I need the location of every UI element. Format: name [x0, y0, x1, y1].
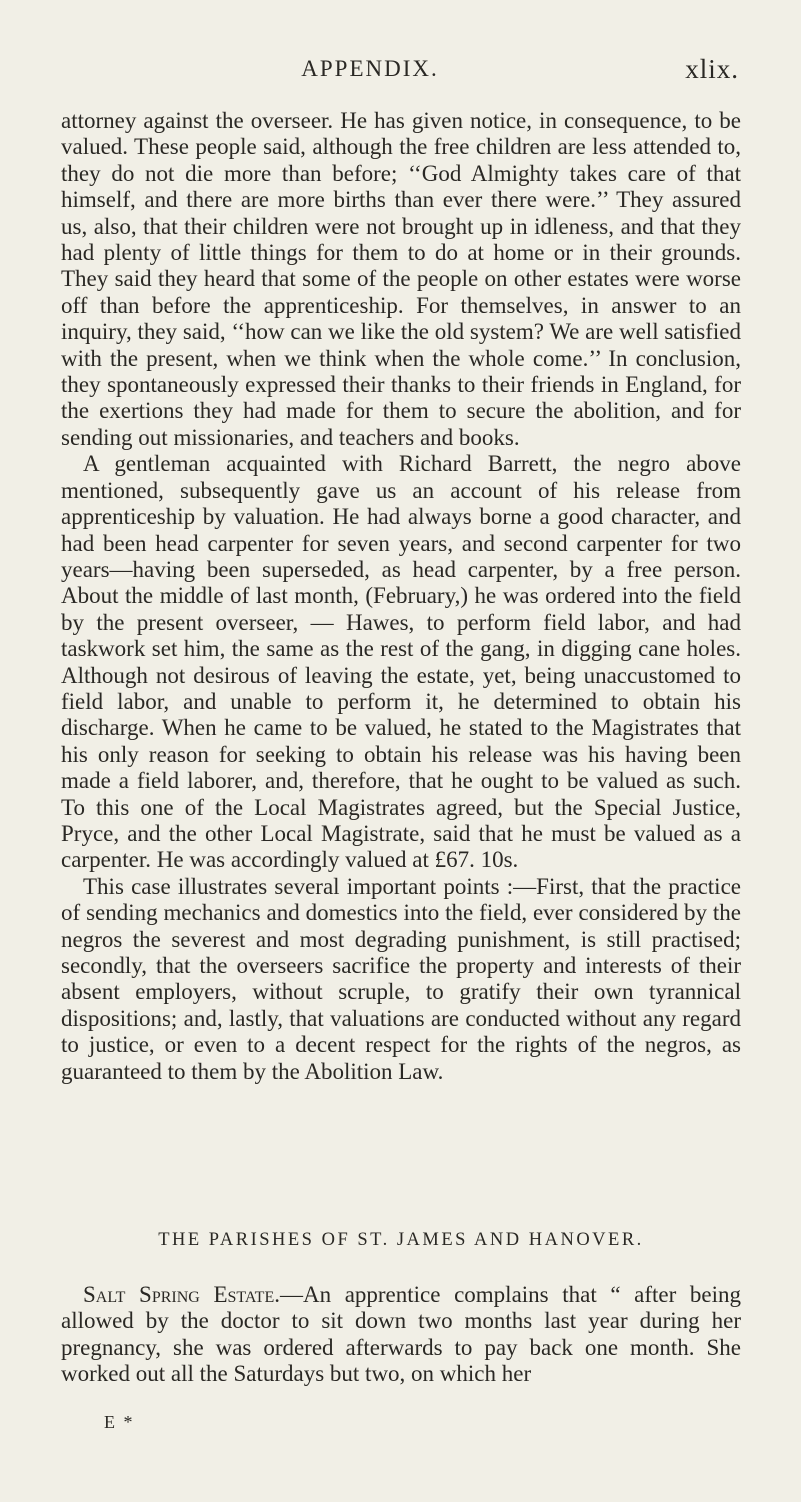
paragraph-continued: attorney against the overseer. He has given notice, in consequence, to be valued. These people said, although the free children are less attended to, they do not die more than before; ‘‘God Almighty takes care of that himself, and there are more births than ever there were.’’ They assured us, also, that their children were not brought up in idleness, and that they had plenty of little things for them to do at home or in their grounds. They said they heard that some of the people on other estates were worse off than before the apprenticeship. For themselves, in answer to an inquiry, they said, ‘‘how can we like the old system? We are well satisfied with the present, when we think when the whole come.’’ In conclusion, they spontaneously expressed their thanks to their friends in England, for the exertions they had made for them to secure the abolition, and for sending out missionaries, and teachers and books. [61, 108, 741, 450]
estate-name: Salt Spring Estate. [83, 1282, 280, 1307]
paragraph-barrett: A gentleman acquainted with Richard Barrett, the negro above mentioned, subsequently gave us an account of his release from apprenticeship by valuation. He had always borne a good character, and had been head carpenter for seven years, and second carpenter for two years—having been superseded, as head carpenter, by a free person. About the middle of last month, (February,) he was ordered into the field by the present overseer, — Hawes, to perform field labor, and had taskwork set him, the same as the rest of the gang, in digging cane holes. Although not desirous of leaving the estate, yet, being unaccustomed to field labor, and unable to perform it, he determined to obtain his discharge. When he came to be valued, he stated to the Magistrates that his only reason for seeking to obtain his release was his having been made a field laborer, and, therefore, that he ought to be valued as such. To this one of the Local Magistrates agreed, but the Special Justice, Pryce, and the other Local Magistrate, said that he must be valued as a carpenter. He was accordingly valued at £67. 10s. [61, 451, 741, 873]
paragraph-salt-spring-text: —An apprentice complains that “ after being allowed by the doctor to sit down two months last year during her pregnancy, she was ordered afterwards to pay back one month. She worked out all the Saturdays but two, on which her [61, 1282, 741, 1387]
section-text [61, 1282, 741, 1388]
running-head [0, 56, 801, 90]
body-text [61, 108, 741, 1085]
paragraph-salt-spring [61, 1282, 741, 1388]
paragraph-case-illustrates: This case illustrates several important points :—First, that the practice of sending mechanics and domestics into the field, ever considered by the negros the severest and most degrading punishment, is still practised; secondly, that the overseers sacrifice the property and interests of their absent employers, without scruple, to gratify their own tyrannical dispositions; and, lastly, that valuations are conducted without any regard to justice, or even to a decent respect for the rights of the negros, as guaranteed to them by the Abolition Law. [61, 873, 741, 1084]
section-heading: THE PARISHES OF ST. JAMES AND HANOVER. [158, 1230, 644, 1250]
running-title: APPENDIX. [301, 56, 439, 81]
signature-mark: E * [104, 1412, 135, 1432]
page-number: xlix. [685, 54, 739, 84]
